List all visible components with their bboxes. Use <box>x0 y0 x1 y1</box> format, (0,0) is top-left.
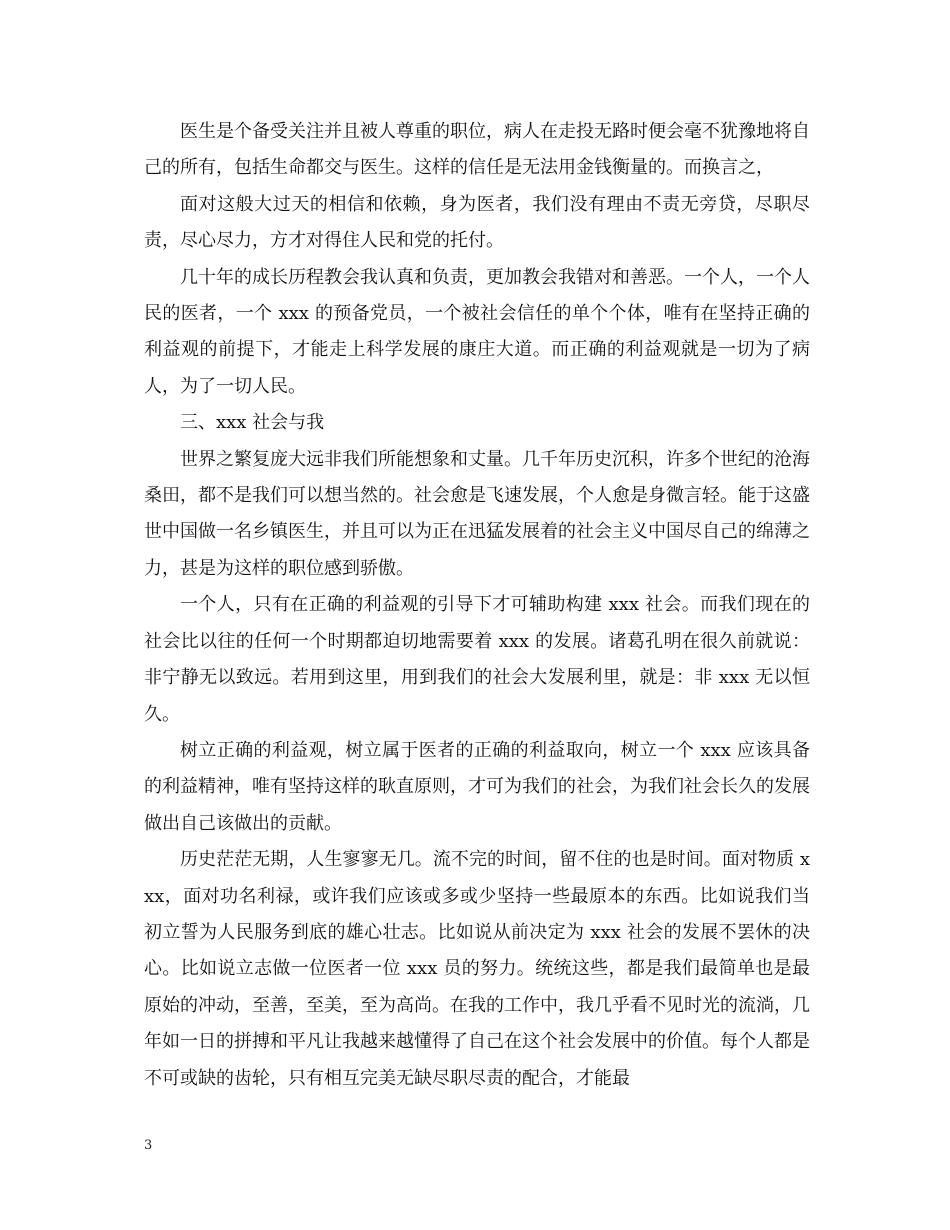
document-body <box>144 114 810 1097</box>
paragraph-6: 树立正确的利益观，树立属于医者的正确的利益取向，树立一个 xxx 应该具备的利益精神，唯有坚持这样的耿直原则，才可为我们的社会，为我们社会长久的发展做出自己该做出的贡献。 <box>144 739 810 834</box>
paragraph-3: 几十年的成长历程教会我认真和负责，更加教会我错对和善恶。一个人，一个人民的医者，一个 xxx 的预备党员，一个被社会信任的单个个体，唯有在坚持正确的利益观的前提下，才能走上科学发展的康庄大道。而正确的利益观就是一切为了病人，为了一切人民。 <box>144 266 810 397</box>
paragraph-1: 医生是个备受关注并且被人尊重的职位，病人在走投无路时便会毫不犹豫地将自己的所有，包括生命都交与医生。这样的信任是无法用金钱衡量的。而换言之， <box>144 121 810 179</box>
paragraph-4: 世界之繁复庞大远非我们所能想象和丈量。几千年历史沉积，许多个世纪的沧海桑田，都不是我们可以想当然的。社会愈是飞速发展，个人愈是身微言轻。能于这盛世中国做一名乡镇医生，并且可以为正在迅猛发展着的社会主义中国尽自己的绵薄之力，甚是为这样的职位感到骄傲。 <box>144 448 810 579</box>
section-heading: 三、xxx 社会与我 <box>180 412 325 434</box>
paragraph-7: 历史茫茫无期，人生寥寥无几。流不完的时间，留不住的也是时间。面对物质 xxx，面对功名利禄，或许我们应该或多或少坚持一些最原本的东西。比如说我们当初立誓为人民服务到底的雄心壮志。比如说从前决定为 xxx 社会的发展不罢休的决心。比如说立志做一位医者一位 xxx 员的努力。统统这些，都是我们最简单也是最原始的冲动，至善，至美，至为高尚。在我的工作中，我几乎看不见时光的流淌，几年如一日的拼搏和平凡让我越来越懂得了自己在这个社会发展中的价值。每个人都是不可或缺的齿轮，只有相互完美无缺尽职尽责的配合，才能最 <box>144 849 810 1089</box>
paragraph-5: 一个人，只有在正确的利益观的引导下才可辅助构建 xxx 社会。而我们现在的社会比以往的任何一个时期都迫切地需要着 xxx 的发展。诸葛孔明在很久前就说：非宁静无以致远。若用到这里，用到我们的社会大发展利里，就是：非 xxx 无以恒久。 <box>144 594 810 725</box>
page-number: 3 <box>144 1138 153 1153</box>
paragraph-2: 面对这般大过天的相信和依赖，身为医者，我们没有理由不责无旁贷，尽职尽责，尽心尽力，方才对得住人民和党的托付。 <box>144 193 810 252</box>
